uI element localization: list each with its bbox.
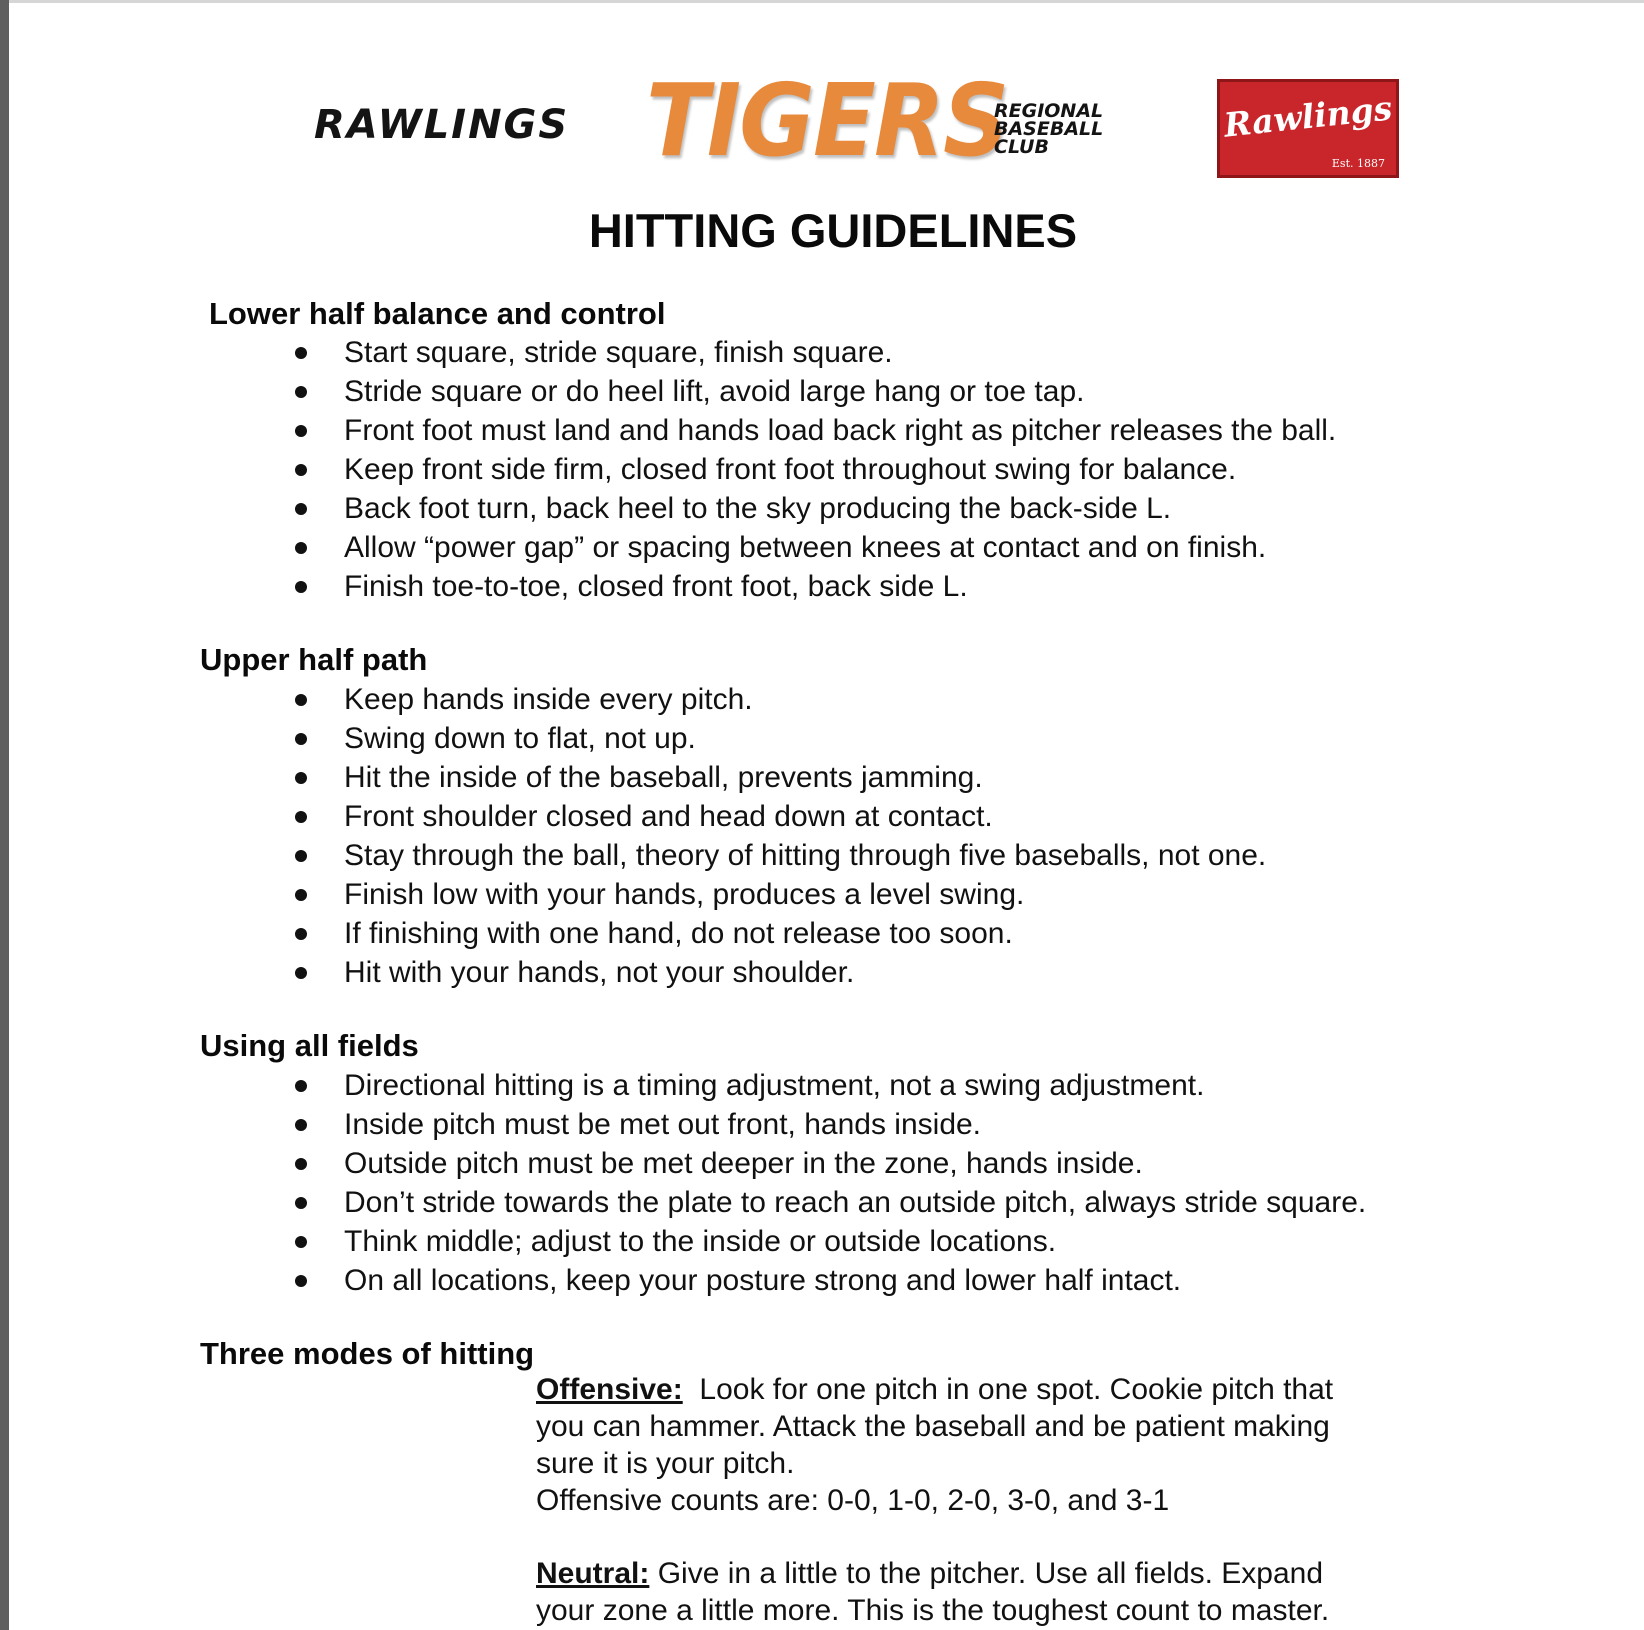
bullet-icon bbox=[295, 386, 307, 398]
mode-text: your zone a little more. This is the toughest count to master. bbox=[536, 1594, 1330, 1627]
page-title: HITTING GUIDELINES bbox=[588, 204, 1078, 257]
list-item-text: Keep front side firm, closed front foot throughout swing for balance. bbox=[344, 453, 1237, 486]
list-item-text: Inside pitch must be met out front, hands inside. bbox=[344, 1108, 982, 1141]
rawlings-badge-logo bbox=[1217, 79, 1399, 178]
bullet-icon bbox=[295, 464, 307, 476]
bullet-icon bbox=[295, 1119, 307, 1131]
list-item-text: Hit with your hands, not your shoulder. bbox=[344, 956, 855, 989]
bullet-icon bbox=[295, 1158, 307, 1170]
mode-offensive-label: Offensive: bbox=[536, 1373, 683, 1406]
section-heading-upper-half: Upper half path bbox=[200, 642, 428, 677]
list-item-text: Front foot must land and hands load back right as pitcher releases the ball. bbox=[344, 414, 1337, 447]
logo-club-line: CLUB bbox=[994, 136, 1049, 158]
bullet-icon bbox=[295, 967, 307, 979]
logo-rawlings-text: RAWLINGS bbox=[314, 102, 570, 148]
list-item-text: Think middle; adjust to the inside or outside locations. bbox=[344, 1225, 1057, 1258]
mode-offensive-line bbox=[536, 1371, 1416, 1408]
mode-text: Look for one pitch in one spot. Cookie pitch that bbox=[699, 1373, 1334, 1406]
bullet-icon bbox=[295, 425, 307, 437]
list-item-text: Stride square or do heel lift, avoid large hang or toe tap. bbox=[344, 375, 1085, 408]
list-item-text: Outside pitch must be met deeper in the zone, hands inside. bbox=[344, 1147, 1143, 1180]
bullet-icon bbox=[295, 542, 307, 554]
list-item-text: If finishing with one hand, do not release too soon. bbox=[344, 917, 1013, 950]
bullet-icon bbox=[295, 811, 307, 823]
list-item-text: Hit the inside of the baseball, prevents jamming. bbox=[344, 761, 983, 794]
bullet-icon bbox=[295, 1236, 307, 1248]
bullet-icon bbox=[295, 772, 307, 784]
window-edge-top bbox=[9, 0, 1644, 3]
mode-text: Give in a little to the pitcher. Use all fields. Expand bbox=[657, 1557, 1324, 1590]
logo-tigers-text: TIGERS bbox=[646, 62, 1008, 179]
list-item-text: On all locations, keep your posture strong and lower half intact. bbox=[344, 1264, 1182, 1297]
list-item-text: Start square, stride square, finish square. bbox=[344, 336, 893, 369]
bullet-icon bbox=[295, 503, 307, 515]
logo-club-line: BASEBALL bbox=[994, 118, 1104, 140]
logo-club-text bbox=[994, 102, 1184, 156]
mode-text: Offensive counts are: 0-0, 1-0, 2-0, 3-0, and 3-1 bbox=[536, 1484, 1170, 1517]
mode-text: sure it is your pitch. bbox=[536, 1447, 795, 1480]
bullet-icon bbox=[295, 928, 307, 940]
mode-neutral-line bbox=[536, 1555, 1416, 1592]
bullet-icon bbox=[295, 581, 307, 593]
list-item-text: Don’t stride towards the plate to reach an outside pitch, always stride square. bbox=[344, 1186, 1367, 1219]
list-item-text: Stay through the ball, theory of hitting through five baseballs, not one. bbox=[344, 839, 1267, 872]
bullet-icon bbox=[295, 733, 307, 745]
logo-club-line: REGIONAL bbox=[994, 100, 1104, 122]
bullet-icon bbox=[295, 694, 307, 706]
section-heading-lower-half: Lower half balance and control bbox=[209, 296, 666, 331]
badge-est-text: Est. 1887 bbox=[1331, 157, 1385, 170]
list-item-text: Finish toe-to-toe, closed front foot, back side L. bbox=[344, 570, 968, 603]
section-heading-three-modes: Three modes of hitting bbox=[200, 1336, 535, 1371]
mode-text: you can hammer. Attack the baseball and be patient making bbox=[536, 1410, 1330, 1443]
bullet-icon bbox=[295, 850, 307, 862]
list-item-text: Front shoulder closed and head down at contact. bbox=[344, 800, 993, 833]
badge-script-text: Rawlings bbox=[1222, 88, 1394, 145]
mode-neutral-label: Neutral: bbox=[536, 1557, 650, 1590]
list-item-text: Directional hitting is a timing adjustment, not a swing adjustment. bbox=[344, 1069, 1205, 1102]
section-heading-all-fields: Using all fields bbox=[200, 1028, 419, 1063]
bullet-icon bbox=[295, 1275, 307, 1287]
list-item-text: Keep hands inside every pitch. bbox=[344, 683, 753, 716]
bullet-icon bbox=[295, 889, 307, 901]
bullet-icon bbox=[295, 347, 307, 359]
bullet-icon bbox=[295, 1080, 307, 1092]
list-item-text: Back foot turn, back heel to the sky producing the back-side L. bbox=[344, 492, 1172, 525]
list-item-text: Swing down to flat, not up. bbox=[344, 722, 696, 755]
list-item-text: Finish low with your hands, produces a level swing. bbox=[344, 878, 1025, 911]
mode-offensive bbox=[536, 1371, 1416, 1519]
mode-neutral bbox=[536, 1555, 1416, 1629]
bullet-icon bbox=[295, 1197, 307, 1209]
list-item-text: Allow “power gap” or spacing between knees at contact and on finish. bbox=[344, 531, 1267, 564]
